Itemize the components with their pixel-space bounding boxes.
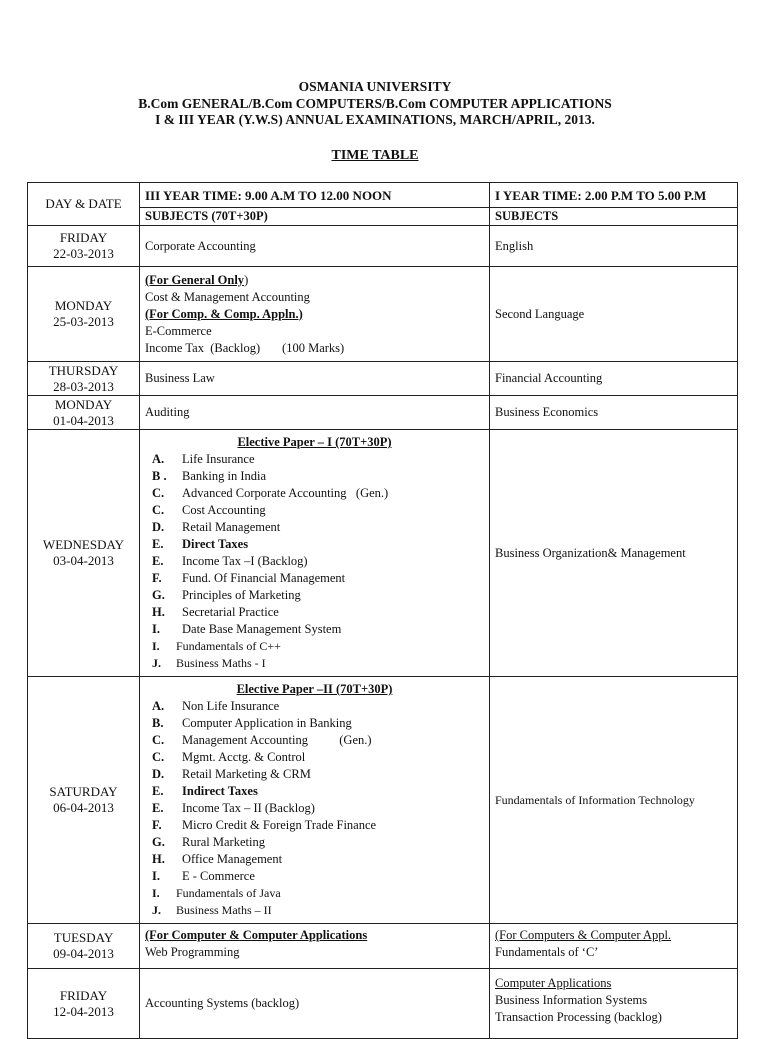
item-text: E - Commerce	[182, 869, 255, 883]
list-item	[145, 800, 484, 817]
list-item	[145, 698, 484, 715]
first-year-subject: Business Economics	[490, 396, 738, 430]
third-year-subject	[140, 267, 490, 362]
header-day-date: DAY & DATE	[28, 183, 140, 226]
item-letter: D.	[152, 767, 165, 781]
general-subject: Cost & Management Accounting	[145, 289, 310, 304]
list-item	[145, 536, 484, 553]
item-text: Business Maths - I	[176, 656, 266, 670]
item-letter: I.	[152, 622, 160, 636]
comp-appln-label: (For Computers & Computer Appl.	[495, 928, 672, 942]
general-only-label: (For General Only)	[145, 272, 249, 287]
day-date: 09-04-2013	[53, 946, 114, 961]
day-date: 22-03-2013	[53, 246, 114, 261]
item-text: Rural Marketing	[182, 835, 265, 849]
list-item	[145, 749, 484, 766]
list-item	[145, 485, 484, 502]
backlog-subject: Income Tax (Backlog) (100 Marks)	[145, 340, 345, 355]
list-item	[145, 851, 484, 868]
item-letter: E.	[152, 554, 164, 568]
header-third-year: III YEAR TIME: 9.00 A.M TO 12.00 NOON	[140, 183, 490, 208]
third-year-subject	[140, 677, 490, 924]
day-date: 06-04-2013	[53, 800, 114, 815]
table-row	[28, 362, 738, 396]
table-row	[28, 677, 738, 924]
elective-title: Elective Paper –II (70T+30P)	[236, 682, 393, 696]
list-item	[145, 468, 484, 485]
item-text: Cost Accounting	[182, 503, 266, 517]
item-text: Business Maths – II	[176, 903, 272, 917]
day-name: SATURDAY	[49, 784, 118, 799]
item-text: Fund. Of Financial Management	[182, 571, 346, 585]
item-letter: H.	[152, 605, 165, 619]
day-name: TUESDAY	[53, 930, 114, 945]
item-text: Principles of Marketing	[182, 588, 301, 602]
third-year-subject	[140, 924, 490, 969]
item-text: Non Life Insurance	[182, 699, 280, 713]
comp-subject: Web Programming	[145, 945, 240, 959]
comp-appln-label: (For Comp. & Comp. Appln.)	[145, 306, 303, 321]
day-cell	[28, 430, 140, 677]
day-name: WEDNESDAY	[42, 537, 125, 552]
comp-subject: E-Commerce	[145, 323, 212, 338]
item-text: Secretarial Practice	[182, 605, 279, 619]
comp-subject: Fundamentals of ‘C’	[495, 945, 599, 959]
list-item	[145, 834, 484, 851]
item-text: Income Tax – II (Backlog)	[182, 801, 315, 815]
list-item	[145, 587, 484, 604]
table-row	[28, 396, 738, 430]
list-item	[145, 766, 484, 783]
list-item	[145, 817, 484, 834]
item-letter: F.	[152, 818, 162, 832]
day-date: 25-03-2013	[53, 314, 114, 329]
university-name: OSMANIA UNIVERSITY	[298, 79, 452, 94]
item-letter: E.	[152, 537, 164, 551]
item-text: Banking in India	[182, 469, 267, 483]
comp-appln-label: (For Computer & Computer Applications	[145, 928, 368, 942]
item-text: Fundamentals of C++	[176, 639, 281, 653]
list-item	[145, 885, 484, 902]
item-letter: G.	[152, 588, 165, 602]
item-text: Income Tax –I (Backlog)	[182, 554, 308, 568]
first-year-subject	[490, 969, 738, 1039]
list-item	[145, 902, 484, 919]
table-row	[28, 430, 738, 677]
first-year-subject: Business Organization& Management	[490, 430, 738, 677]
day-cell	[28, 924, 140, 969]
table-row	[28, 924, 738, 969]
table-row	[28, 226, 738, 267]
comp-appln-label: Computer Applications	[495, 976, 612, 990]
item-letter: A.	[152, 452, 165, 466]
item-letter: F.	[152, 571, 162, 585]
item-letter: D.	[152, 520, 165, 534]
item-text: Office Management	[182, 852, 283, 866]
day-name: MONDAY	[54, 298, 113, 313]
item-text: Mgmt. Acctg. & Control	[182, 750, 306, 764]
header-subjects-first: SUBJECTS	[490, 208, 738, 226]
day-name: FRIDAY	[59, 987, 108, 1003]
item-letter: B.	[152, 716, 164, 730]
item-text: Date Base Management System	[182, 622, 342, 636]
first-year-subject: Second Language	[490, 267, 738, 362]
header-first-year: I YEAR TIME: 2.00 P.M TO 5.00 P.M	[490, 183, 738, 208]
list-item	[145, 570, 484, 587]
list-item	[145, 604, 484, 621]
item-letter: C.	[152, 750, 165, 764]
day-name: THURSDAY	[48, 362, 119, 378]
table-row	[28, 267, 738, 362]
list-item	[145, 502, 484, 519]
first-year-subject: English	[490, 226, 738, 267]
exam-line: I & III YEAR (Y.W.S) ANNUAL EXAMINATIONS, MARCH/APRIL, 2013.	[155, 112, 595, 127]
day-date: 28-03-2013	[53, 378, 114, 394]
list-item	[145, 553, 484, 570]
courses-line: B.Com GENERAL/B.Com COMPUTERS/B.Com COMPUTER APPLICATIONS	[138, 96, 612, 111]
third-year-subject: Accounting Systems (backlog)	[140, 969, 490, 1039]
item-letter: C.	[152, 503, 165, 517]
day-date: 12-04-2013	[53, 1003, 114, 1019]
day-cell	[28, 362, 140, 396]
third-year-subject	[140, 430, 490, 677]
item-text: Management Accounting (Gen.)	[182, 733, 372, 747]
header-subjects-third: SUBJECTS (70T+30P)	[140, 208, 490, 226]
item-letter: J.	[152, 903, 161, 917]
first-year-subject: Financial Accounting	[490, 362, 738, 396]
item-letter: E.	[152, 801, 164, 815]
item-text: Life Insurance	[182, 452, 255, 466]
comp-subject: Business Information Systems	[495, 993, 648, 1007]
item-letter: B .	[152, 469, 167, 483]
list-item	[145, 868, 484, 885]
list-item	[145, 621, 484, 638]
day-cell	[28, 267, 140, 362]
item-text: Fundamentals of Java	[176, 886, 281, 900]
item-text: Retail Marketing & CRM	[182, 767, 311, 781]
first-year-subject: Fundamentals of Information Technology	[490, 677, 738, 924]
list-item	[145, 451, 484, 468]
page-title: TIME TABLE	[331, 148, 419, 163]
item-text: Indirect Taxes	[182, 784, 258, 798]
list-item	[145, 655, 484, 672]
comp-subject: Transaction Processing (backlog)	[495, 1010, 662, 1024]
item-text: Computer Application in Banking	[182, 716, 352, 730]
item-letter: I.	[152, 886, 160, 900]
item-letter: I.	[152, 639, 160, 653]
list-item	[145, 638, 484, 655]
list-item	[145, 519, 484, 536]
third-year-subject: Auditing	[140, 396, 490, 430]
item-letter: H.	[152, 852, 165, 866]
day-date: 01-04-2013	[53, 412, 114, 428]
third-year-subject: Corporate Accounting	[140, 226, 490, 267]
elective-title: Elective Paper – I (70T+30P)	[237, 435, 392, 449]
first-year-subject	[490, 924, 738, 969]
day-date: 03-04-2013	[53, 553, 114, 568]
item-text: Retail Management	[182, 520, 281, 534]
third-year-subject: Business Law	[140, 362, 490, 396]
item-text: Advanced Corporate Accounting (Gen.)	[182, 486, 389, 500]
table-row	[28, 969, 738, 1039]
day-cell	[28, 396, 140, 430]
day-name: FRIDAY	[59, 230, 108, 245]
item-letter: A.	[152, 699, 165, 713]
timetable	[27, 182, 738, 1039]
item-letter: I.	[152, 869, 160, 883]
list-item	[145, 732, 484, 749]
item-letter: G.	[152, 835, 165, 849]
list-item	[145, 783, 484, 800]
item-letter: C.	[152, 733, 165, 747]
day-cell	[28, 969, 140, 1039]
item-text: Micro Credit & Foreign Trade Finance	[182, 818, 377, 832]
item-letter: E.	[152, 784, 164, 798]
item-letter: J.	[152, 656, 161, 670]
day-cell	[28, 677, 140, 924]
day-cell	[28, 226, 140, 267]
list-item	[145, 715, 484, 732]
item-text: Direct Taxes	[182, 537, 249, 551]
day-name: MONDAY	[54, 396, 113, 412]
item-letter: C.	[152, 486, 165, 500]
